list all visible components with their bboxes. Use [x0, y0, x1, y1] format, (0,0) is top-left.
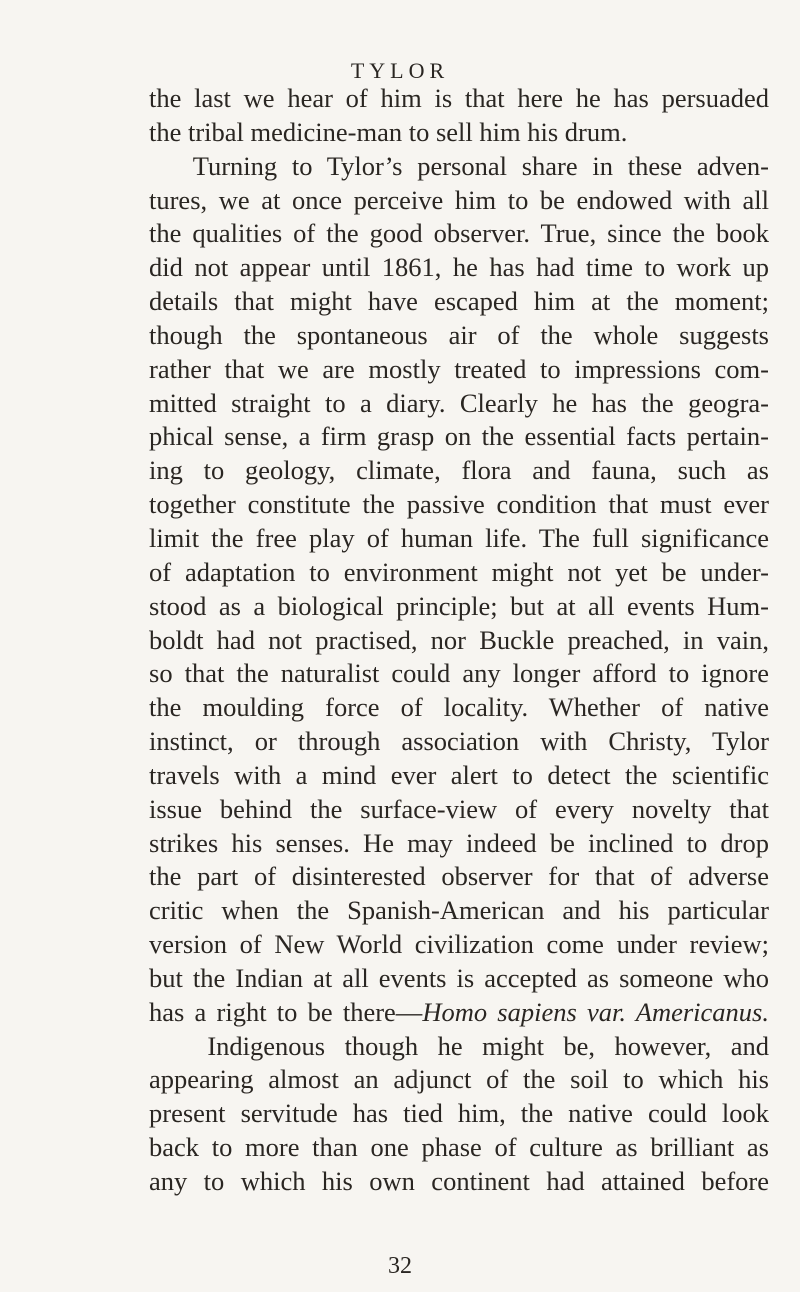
text-line: the tribal medicine-man to sell him his drum. — [149, 116, 628, 147]
text-line: so that the naturalist could any longer afford to ignore — [149, 658, 769, 689]
text-line: stood as a biological principle; but at all events Hum- — [149, 590, 769, 621]
text-line: instinct, or through association with Christy, Tylor — [149, 726, 769, 757]
italic-species-name: Homo sapiens var. Americanus. — [422, 996, 769, 1027]
text-line — [149, 996, 769, 1030]
text-run: has a right to be there— — [149, 996, 423, 1027]
text-line: boldt had not practised, nor Buckle preached, in vain, — [149, 624, 769, 655]
text-line: but the Indian at all events is accepted as someone who — [149, 962, 769, 993]
text-line: tures, we at once perceive him to be endowed with all — [149, 184, 769, 215]
body-text — [149, 82, 769, 1199]
text-line: mitted straight to a diary. Clearly he has the geogra- — [149, 387, 769, 418]
text-line: any to which his own continent had attained before — [149, 1166, 769, 1196]
text-line: Turning to Tylor’s personal share in these adven- — [149, 150, 769, 181]
text-line: issue behind the surface-view of every novelty that — [149, 793, 769, 824]
text-line: appearing almost an adjunct of the soil to which his — [149, 1064, 769, 1095]
text-line: ing to geology, climate, flora and fauna, such as — [149, 455, 769, 486]
text-line: present servitude has tied him, the native could look — [149, 1098, 769, 1129]
text-line: the part of disinterested observer for that of adverse — [149, 861, 769, 892]
text-line: phical sense, a firm grasp on the essential facts pertain- — [149, 421, 769, 452]
text-line: though the spontaneous air of the whole suggests — [149, 319, 769, 350]
text-line: the last we hear of him is that here he has persuaded — [149, 83, 769, 113]
text-line: limit the free play of human life. The full significance — [149, 522, 769, 553]
text-line: version of New World civilization come under review; — [149, 929, 769, 960]
text-line: back to more than one phase of culture as brilliant as — [149, 1132, 769, 1163]
running-head: TYLOR — [350, 58, 450, 83]
text-line: the qualities of the good observer. True, since the book — [149, 218, 769, 249]
text-line: Indigenous though he might be, however, and — [149, 1030, 769, 1061]
text-line: travels with a mind ever alert to detect the scientific — [149, 759, 769, 790]
text-line: did not appear until 1861, he has had time to work up — [149, 252, 769, 283]
text-line: details that might have escaped him at the moment; — [149, 286, 769, 317]
text-line: of adaptation to environment might not yet be under- — [149, 556, 769, 587]
text-line: critic when the Spanish-American and his particular — [149, 895, 769, 926]
text-line: the moulding force of locality. Whether of native — [149, 692, 769, 723]
text-line: strikes his senses. He may indeed be inclined to drop — [149, 827, 769, 858]
text-line: rather that we are mostly treated to impressions com- — [149, 353, 769, 384]
text-line: together constitute the passive condition that must ever — [149, 489, 769, 520]
page-number: 32 — [388, 1253, 412, 1279]
